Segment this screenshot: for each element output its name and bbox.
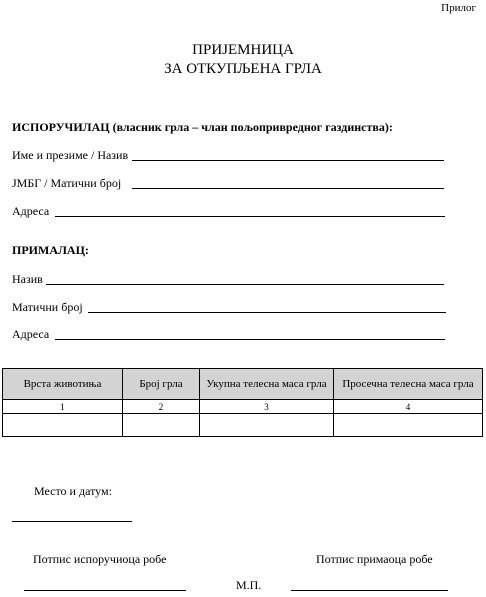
supplier-name-label: Име и презиме / Назив [12, 148, 129, 162]
table-number-row [3, 400, 483, 414]
col-number: 4 [334, 400, 483, 414]
supplier-address-label: Адреса [12, 204, 50, 218]
recipient-name-label: Назив [12, 272, 43, 286]
table-cell-animal-type[interactable] [3, 414, 123, 437]
supplier-name-field[interactable] [132, 160, 444, 161]
col-header-average-weight: Просечна телесна маса грла [334, 369, 483, 400]
col-number: 2 [123, 400, 200, 414]
supplier-jmbg-label: ЈМБГ / Матични број [12, 176, 122, 190]
place-date-field[interactable] [12, 521, 132, 522]
col-header-total-weight: Укупна телесна маса грла [200, 369, 334, 400]
document-title-line2: ЗА ОТКУПЉЕНА ГРЛА [164, 61, 322, 77]
supplier-heading: ИСПОРУЧИЛАЦ (власник грла – члан пољопривредног газдинства): [12, 120, 393, 134]
col-number: 3 [200, 400, 334, 414]
livestock-table [2, 368, 483, 437]
document-title-line1: ПРИЈЕМНИЦА [192, 42, 294, 58]
supplier-signature-field[interactable] [24, 590, 186, 591]
col-number: 1 [3, 400, 123, 414]
recipient-signature-field[interactable] [291, 590, 448, 591]
table-cell-average-weight[interactable] [334, 414, 483, 437]
recipient-address-field[interactable] [55, 339, 445, 340]
supplier-signature-label: Потпис испоручиоца робе [33, 552, 167, 566]
recipient-heading: ПРИМАЛАЦ: [12, 243, 89, 257]
recipient-regnum-label: Матични број [12, 300, 83, 314]
table-row [3, 414, 483, 437]
annex-label: Прилог [441, 2, 476, 14]
recipient-name-field[interactable] [46, 284, 444, 285]
col-header-animal-type: Врста животиња [3, 369, 123, 400]
place-date-label: Место и датум: [34, 484, 112, 498]
supplier-jmbg-field[interactable] [132, 188, 444, 189]
table-cell-head-count[interactable] [123, 414, 200, 437]
supplier-address-field[interactable] [55, 216, 445, 217]
stamp-label: М.П. [236, 578, 262, 592]
recipient-signature-label: Потпис примаоца робе [316, 552, 433, 566]
recipient-regnum-field[interactable] [88, 312, 446, 313]
table-cell-total-weight[interactable] [200, 414, 334, 437]
table-header-row [3, 369, 483, 400]
col-header-head-count: Број грла [123, 369, 200, 400]
recipient-address-label: Адреса [12, 327, 50, 341]
